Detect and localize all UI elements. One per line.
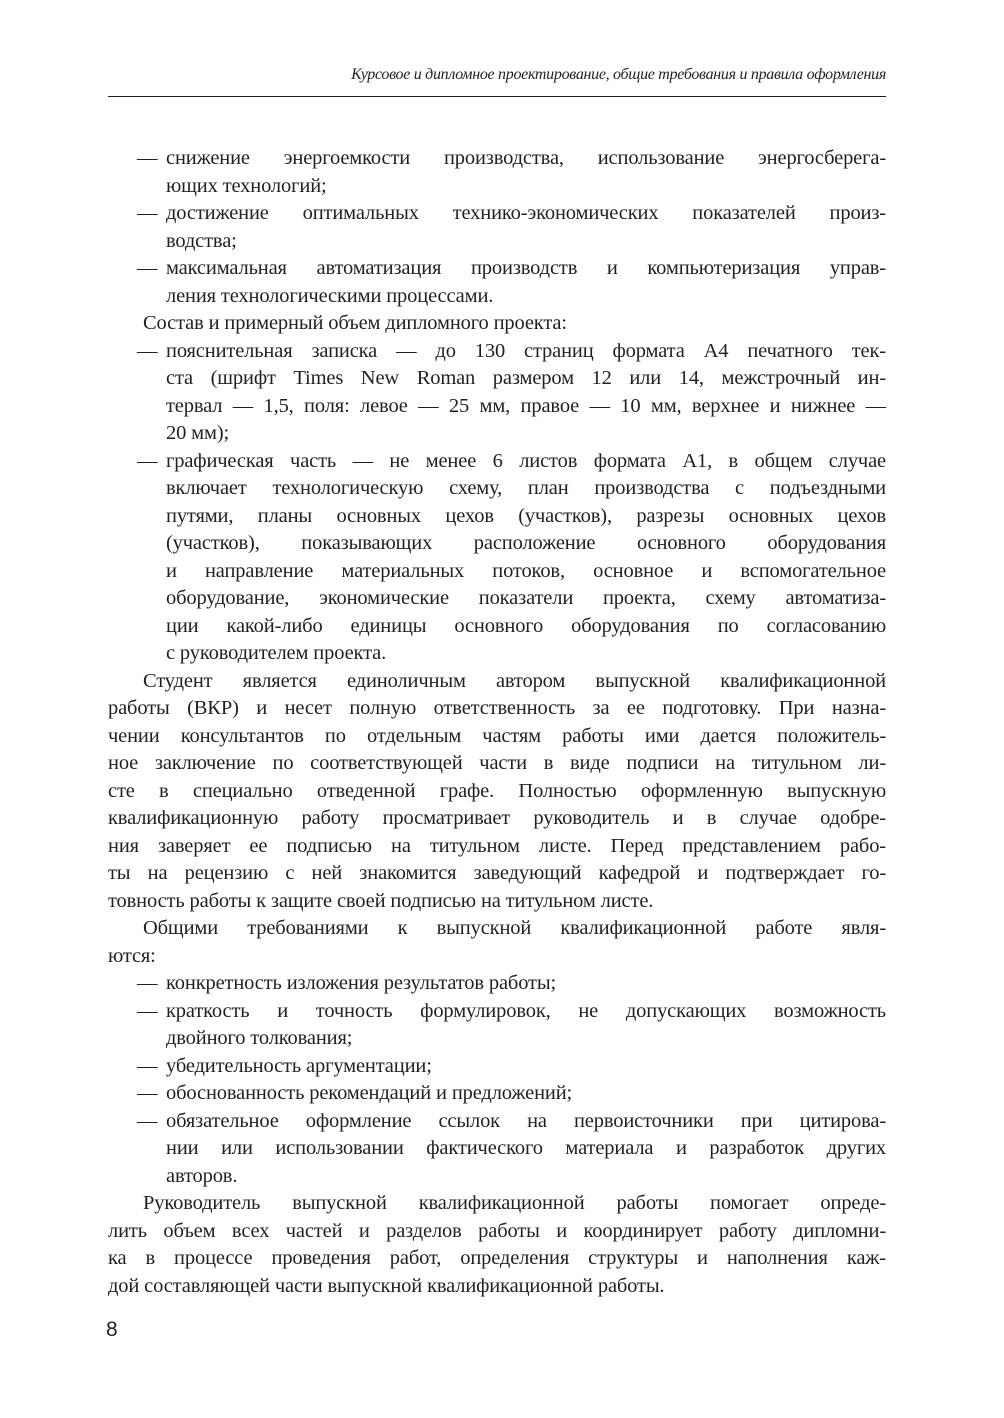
list-item: — максимальная автоматизация производств и компьютеризация управ- (0, 255, 1004, 283)
paragraph-line: ное заключение по соответствующей части в виде подписи на титульном ли- (108, 752, 886, 774)
list-item-continuation: ющих технологий; (166, 174, 327, 197)
running-header: Курсовое и дипломное проектирование, общие требования и правила оформления (351, 66, 886, 83)
list-item-continuation: (участков), показывающих расположение основного оборудования (166, 532, 886, 554)
list-item: — обоснованность рекомендаций и предложений; (0, 1080, 1004, 1108)
page-body (0, 145, 1004, 1300)
list-item-continuation: двойного толкования; (166, 1027, 353, 1049)
list-item: — обязательное оформление ссылок на первоисточники при цитирова- (0, 1108, 1004, 1136)
list-marker: — (137, 339, 158, 362)
list-item: — убедительность аргументации; (0, 1053, 1004, 1081)
paragraph-line: товность работы к защите своей подписью на титульном листе. (108, 889, 654, 912)
list-item: — графическая часть — не менее 6 листов формата А1, в общем случае (0, 448, 1004, 476)
list-marker: — (137, 202, 158, 224)
list-item: — снижение энергоемкости производства, использование энергосберега- (0, 145, 1004, 173)
list-item-continuation: ста (шрифт Times New Roman размером 12 или 14, межстрочный ин- (166, 367, 886, 389)
paragraph-line: работы (ВКР) и несет полную ответственность за ее подготовку. При назна- (108, 697, 886, 719)
list-marker: — (137, 972, 158, 994)
list-item: — достижение оптимальных технико-экономических показателей произ- (0, 200, 1004, 228)
header-rule (108, 96, 886, 97)
list-item-continuation: 20 мм); (166, 422, 230, 444)
list-item: — краткость и точность формулировок, не допускающих возможность (0, 998, 1004, 1026)
list-marker: — (137, 1054, 158, 1077)
paragraph-line: дой составляющей части выпускной квалификационной работы. (108, 1274, 665, 1297)
list-marker: — (137, 147, 158, 169)
paragraph-line: ются: (108, 944, 156, 967)
list-marker: — (137, 257, 158, 279)
list-item-continuation: и направление материальных потоков, основное и вспомогательное (166, 559, 886, 582)
list-marker: — (137, 1082, 158, 1104)
paragraph-line: чении консультантов по отдельным частям работы ими дается положитель- (108, 724, 886, 747)
paragraph-line: лить объем всех частей и разделов работы и координирует работу дипломни- (108, 1219, 886, 1242)
list-item-continuation: ления технологическими процессами. (166, 284, 494, 307)
page-number: 8 (106, 1318, 118, 1341)
list-item-continuation: нии или использовании фактического материала и разработок других (166, 1137, 886, 1159)
list-item-continuation: путями, планы основных цехов (участков), разрезы основных цехов (166, 504, 886, 527)
list-item-continuation: авторов. (166, 1164, 238, 1187)
paragraph-line: ты на рецензию с ней знакомится заведующий кафедрой и подтверждает го- (108, 862, 886, 884)
list-item: — конкретность изложения результатов работы; (0, 970, 1004, 998)
list-marker: — (137, 449, 158, 472)
paragraph-line: Состав и примерный объем дипломного проекта: (143, 312, 567, 334)
list-item-continuation: включает технологическую схему, план производства с подъездными (166, 477, 886, 499)
list-item-continuation: тервал — 1,5, поля: левое — 25 мм, правое — 10 мм, верхнее и нижнее — (166, 394, 886, 417)
paragraph-line: ка в процессе проведения работ, определения структуры и наполнения каж- (108, 1247, 886, 1269)
list-marker: — (137, 999, 158, 1022)
paragraph-line: сте в специально отведенной графе. Полностью оформленную выпускную (108, 779, 886, 802)
list-item-continuation: с руководителем проекта. (166, 642, 387, 664)
paragraph-line: Студент является единоличным автором выпускной квалификационной (143, 669, 886, 692)
list-item-continuation: водства; (166, 229, 237, 252)
list-item: — пояснительная записка — до 130 страниц формата А4 печатного тек- (0, 338, 1004, 366)
list-item-continuation: оборудование, экономические показатели проекта, схему автоматиза- (166, 587, 886, 609)
paragraph-line: квалификационную работу просматривает руководитель и в случае одобре- (108, 807, 886, 829)
paragraph-line: ния заверяет ее подписью на титульном листе. Перед представлением рабо- (108, 834, 886, 857)
list-marker: — (137, 1109, 158, 1132)
list-item-continuation: ции какой-либо единицы основного оборудования по согласованию (166, 614, 886, 637)
paragraph-line: Общими требованиями к выпускной квалификационной работе явля- (143, 917, 886, 939)
paragraph-line: Руководитель выпускной квалификационной работы помогает опреде- (143, 1192, 886, 1214)
